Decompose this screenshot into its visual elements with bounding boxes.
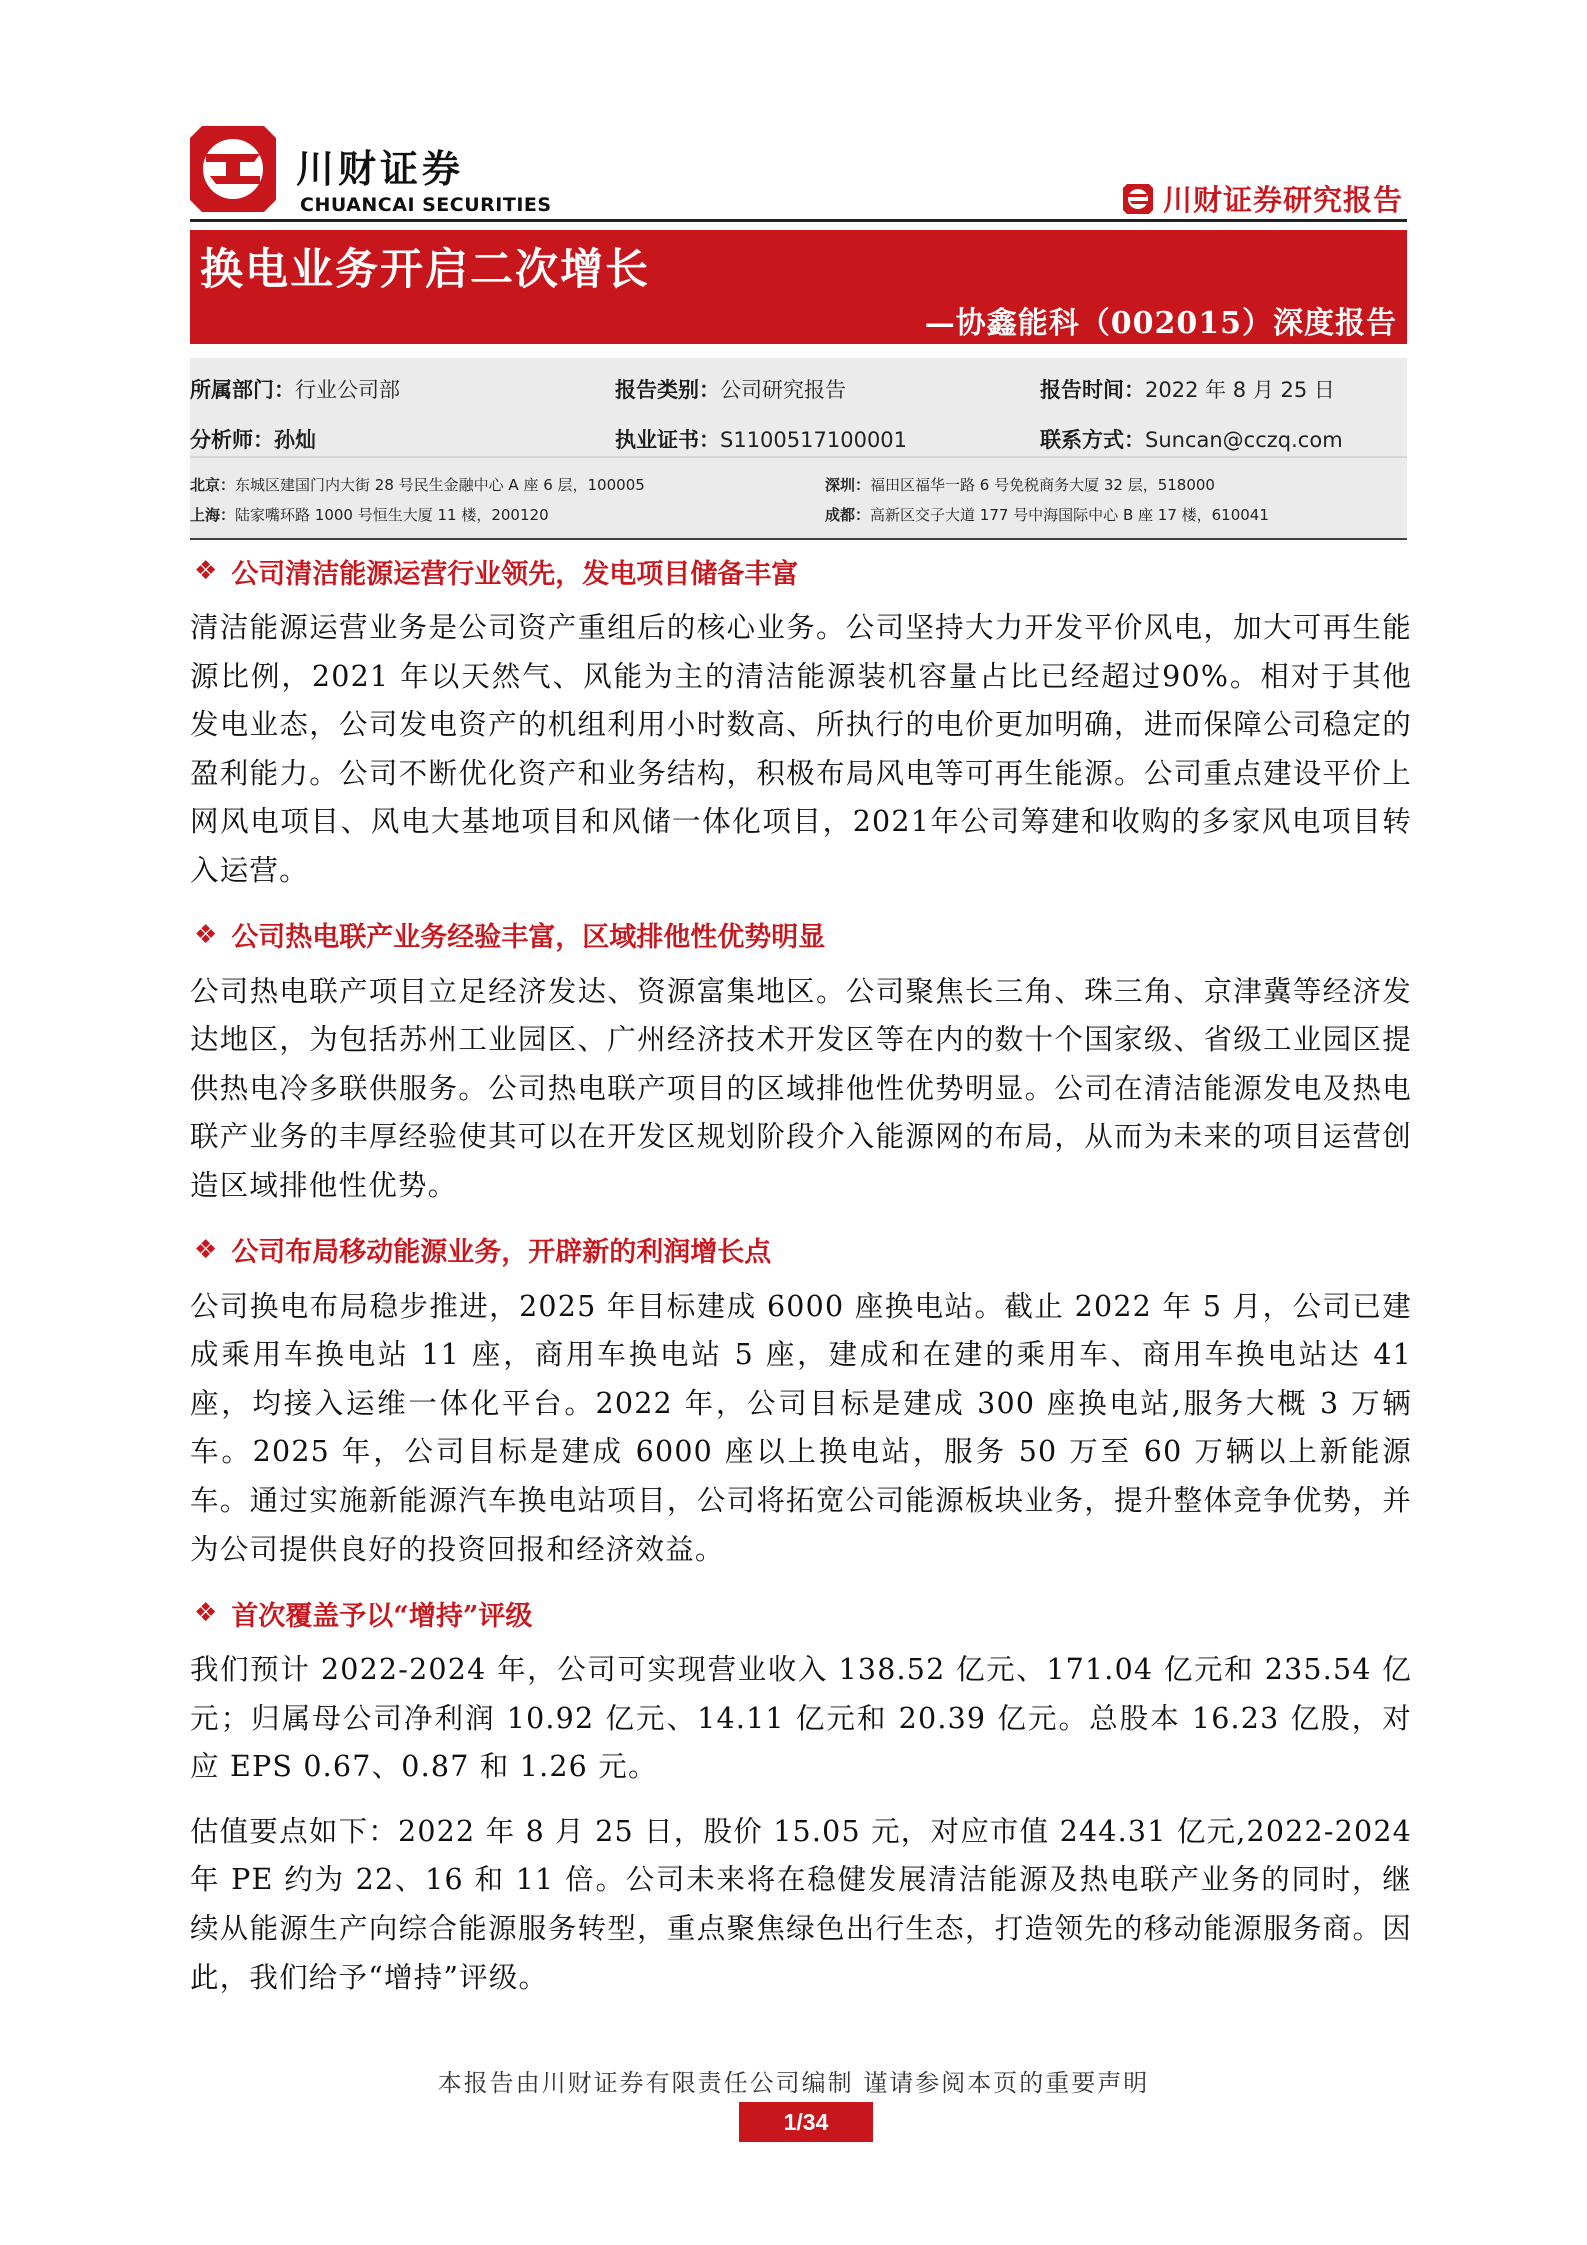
section-heading: [190, 1590, 1412, 1636]
section-paragraph: 清洁能源运营业务是公司资产重组后的核心业务。公司坚持大力开发平价风电，加大可再生能源比例，2021 年以天然气、风能为主的清洁能源装机容量占比已经超过90%。相对于其他发电业态，公司发电资产的机组利用小时数高、所执行的电价更加明确，进而保障公司稳定的盈利能力。公司不断优化资产和业务结构，积极布局风电等可再生能源。公司重点建设平价上网风电项目、风电大基地项目和风储一体化项目，2021年公司筹建和收购的多家风电项目转入运营。: [190, 611, 1412, 887]
cert-value: S1100517100001: [720, 428, 908, 452]
section-mobile-energy: [190, 1227, 1412, 1575]
analyst-label: 分析师：: [190, 428, 274, 452]
report-info-table: [190, 358, 1407, 538]
beijing-label: 北京：: [190, 476, 236, 494]
section-paragraph: 估值要点如下：2022 年 8 月 25 日，股价 15.05 元，对应市值 244.31 亿元,2022-2024 年 PE 约为 22、16 和 11 倍。公司未来将在稳健发展清洁能源及热电联产业务的同时，继续从能源生产向综合能源服务转型，重点聚焦绿色出行生态，打造领先的移动能源服务商。因此，我们给予“增持”评级。: [190, 1814, 1412, 1994]
cert-label: 执业证书：: [615, 428, 720, 452]
bullet-diamond-icon: ❖: [194, 556, 218, 586]
section-paragraph: 我们预计 2022-2024 年，公司可实现营业收入 138.52 亿元、171.04 亿元和 235.54 亿元；归属母公司净利润 10.92 亿元、14.11 亿元和 20.39 亿元。总股本 16.23 亿股，对应 EPS 0.67、0.87 和 1.26 元。: [190, 1653, 1412, 1784]
shenzhen-label: 深圳：: [825, 476, 871, 494]
chengdu-label: 成都：: [825, 506, 871, 524]
report-summary: [190, 548, 1412, 2002]
contact-field: [1040, 424, 1343, 454]
header-divider: [190, 219, 1407, 222]
date-field: [1040, 374, 1335, 404]
dept-field: [190, 374, 400, 404]
report-series-text: 川财证券研究报告: [1162, 183, 1403, 217]
report-subtitle: —协鑫能科（002015）深度报告: [924, 306, 1397, 341]
type-value: 公司研究报告: [720, 378, 846, 402]
contact-label: 联系方式：: [1040, 428, 1145, 452]
shanghai-address: [190, 504, 549, 525]
section-heading-text: 公司清洁能源运营行业领先，发电项目储备丰富: [231, 558, 799, 590]
info-bottom-divider: [190, 538, 1407, 540]
section-heading-text: 首次覆盖予以“增持”评级: [231, 1600, 533, 1632]
section-rating: [190, 1590, 1412, 2002]
date-value: 2022 年 8 月 25 日: [1145, 378, 1335, 402]
contact-email: Suncan@cczq.com: [1145, 428, 1343, 452]
bullet-diamond-icon: ❖: [194, 919, 218, 950]
type-label: 报告类别：: [615, 378, 720, 402]
section-heading: [190, 548, 1412, 594]
dept-value: 行业公司部: [295, 378, 400, 402]
info-divider: [190, 456, 1407, 458]
shanghai-label: 上海：: [190, 506, 236, 524]
report-title: 换电业务开启二次增长: [200, 245, 650, 295]
shanghai-value: 陆家嘴环路 1000 号恒生大厦 11 楼，200120: [235, 506, 549, 524]
chuancai-logo-icon: [190, 126, 276, 212]
chengdu-address: [825, 504, 1269, 525]
section-heading-text: 公司热电联产业务经验丰富，区域排他性优势明显: [231, 922, 826, 954]
beijing-address: [190, 474, 645, 495]
bullet-diamond-icon: ❖: [194, 1234, 218, 1265]
section-chp: [190, 912, 1412, 1211]
bullet-diamond-icon: ❖: [194, 1598, 218, 1629]
shenzhen-address: [825, 474, 1215, 495]
chengdu-value: 高新区交子大道 177 号中海国际中心 B 座 17 楼，610041: [870, 506, 1269, 524]
type-field: [615, 374, 846, 404]
analyst-field: [190, 424, 316, 454]
beijing-value: 东城区建国门内大街 28 号民生金融中心 A 座 6 层，100005: [235, 476, 645, 494]
page-number: 1/34: [739, 2102, 873, 2142]
brand-name-en: CHUANCAI SECURITIES: [300, 194, 552, 216]
cert-field: [615, 424, 907, 454]
shenzhen-value: 福田区福华一路 6 号免税商务大厦 32 层，518000: [870, 476, 1215, 494]
section-heading-text: 公司布局移动能源业务，开辟新的利润增长点: [231, 1237, 772, 1269]
section-paragraph: 公司热电联产项目立足经济发达、资源富集地区。公司聚焦长三角、珠三角、京津冀等经济发达地区，为包括苏州工业园区、广州经济技术开发区等在内的数十个国家级、省级工业园区提供热电冷多联供服务。公司热电联产项目的区域排他性优势明显。公司在清洁能源发电及热电联产业务的丰厚经验使其可以在开发区规划阶段介入能源网的布局，从而为未来的项目运营创造区域排他性优势。: [190, 974, 1412, 1202]
brand-name-cn: 川财证券: [296, 147, 465, 191]
section-clean-energy: [190, 548, 1412, 896]
analyst-value: 孙灿: [274, 428, 316, 452]
footer-notice: 本报告由川财证券有限责任公司编制 谨请参阅本页的重要声明: [437, 2069, 1150, 2097]
date-label: 报告时间：: [1040, 378, 1145, 402]
chuancai-mini-logo-icon: [1123, 184, 1153, 214]
report-series-label: [1123, 178, 1403, 219]
dept-label: 所属部门：: [190, 378, 295, 402]
section-heading: [190, 1227, 1412, 1273]
section-paragraph: 公司换电布局稳步推进，2025 年目标建成 6000 座换电站。截止 2022 年 5 月，公司已建成乘用车换电站 11 座，商用车换电站 5 座，建成和在建的乘用车、商用车换电站达 41 座，均接入运维一体化平台。2022 年，公司目标是建成 300 座换电站,服务大概 3 万辆车。2025 年，公司目标是建成 6000 座以上换电站，服务 50 万至 60 万辆以上新能源车。通过实施新能源汽车换电站项目，公司将拓宽公司能源板块业务，提升整体竞争优势，并为公司提供良好的投资回报和经济效益。: [190, 1289, 1412, 1566]
section-heading: [190, 912, 1412, 958]
